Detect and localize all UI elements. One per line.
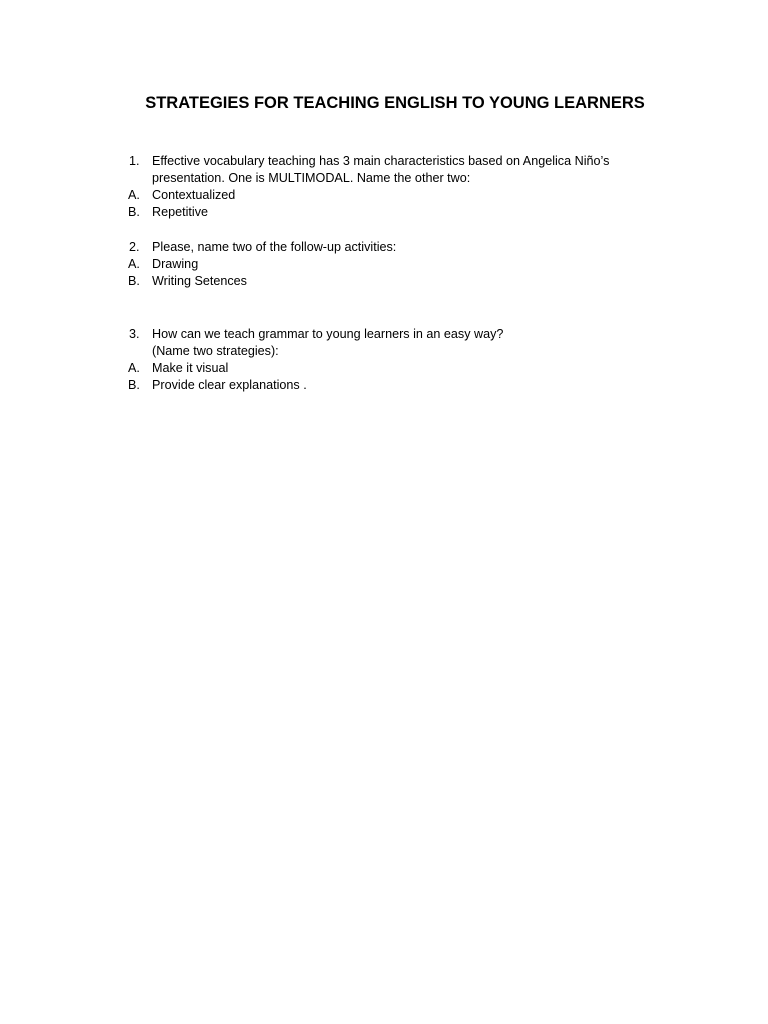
question-3 [128, 326, 648, 394]
answer-text: Writing Setences [152, 274, 247, 288]
answer-text: Repetitive [152, 205, 209, 219]
answer-item [128, 273, 648, 290]
answer-marker: A. [128, 188, 140, 202]
answer-text: Contextualized [152, 188, 236, 202]
question-text: How can we teach grammar to young learners in an easy way? [152, 327, 504, 341]
document-title: STRATEGIES FOR TEACHING ENGLISH TO YOUNG LEARNERS [145, 94, 645, 112]
question-number: 1. [129, 154, 140, 168]
question-3-line-1 [128, 326, 648, 343]
question-1-line-1 [128, 153, 648, 170]
question-number: 3. [129, 327, 140, 341]
question-text: Effective vocabulary teaching has 3 main characteristics based on Angelica Niño’s [152, 154, 610, 168]
answer-marker: A. [128, 361, 140, 375]
question-3-line-2 [128, 343, 648, 360]
answer-marker: B. [128, 274, 140, 288]
question-1-line-2 [128, 170, 648, 187]
answer-item [128, 377, 648, 394]
answer-item [128, 204, 648, 221]
answer-text: Drawing [152, 257, 199, 271]
question-text: presentation. One is MULTIMODAL. Name the other two: [152, 171, 471, 185]
question-number: 2. [129, 240, 140, 254]
answer-text: Make it visual [152, 361, 229, 375]
answer-item [128, 187, 648, 204]
answer-item [128, 360, 648, 377]
answer-item [128, 256, 648, 273]
question-2-line-1 [128, 239, 648, 256]
question-text: (Name two strategies): [152, 344, 279, 358]
answer-marker: B. [128, 378, 140, 392]
question-1 [128, 153, 648, 221]
answer-text: Provide clear explanations . [152, 378, 307, 392]
answer-marker: B. [128, 205, 140, 219]
answer-marker: A. [128, 257, 140, 271]
question-text: Please, name two of the follow-up activities: [152, 240, 397, 254]
question-2 [128, 239, 648, 290]
